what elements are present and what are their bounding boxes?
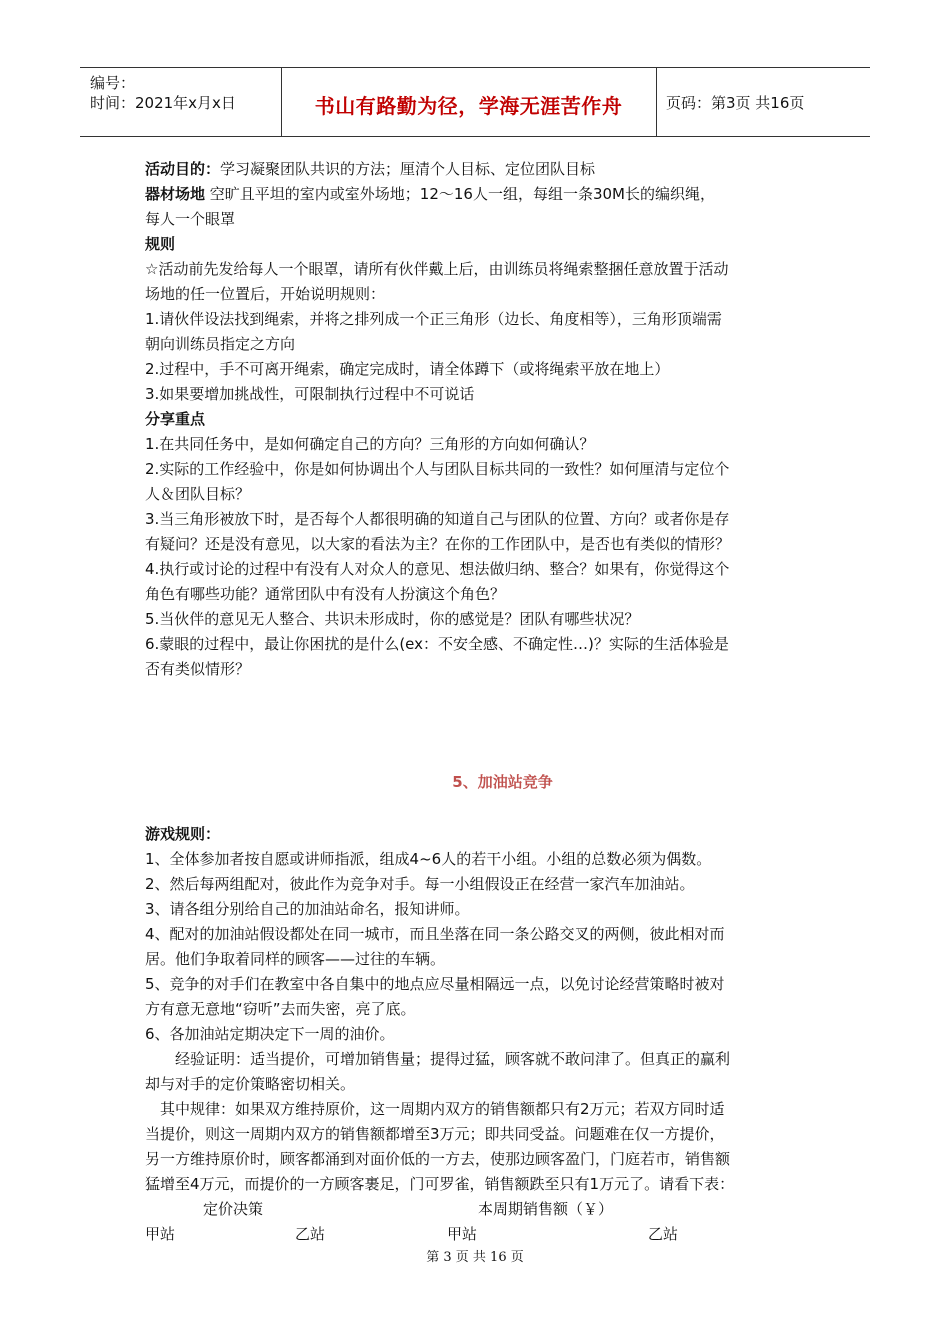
equipment-text: 空旷且平坦的室内或室外场地；12～16人一组，每组一条30M长的编织绳， (205, 185, 715, 203)
game-rule-line: 4、配对的加油站假设都处在同一城市，而且坐落在同一条公路交叉的两侧，彼此相对而 (145, 925, 725, 943)
spacer (145, 795, 805, 822)
experience-line: 却与对手的定价策略密切相关。 (145, 1075, 356, 1093)
game-rule-line: 1、全体参加者按自愿或讲师指派，组成4~6人的若干小组。小组的总数必须为偶数。 (145, 850, 712, 868)
equipment-text-cont: 每人一个眼罩 (145, 210, 236, 228)
header-right-cell (656, 68, 870, 136)
rule-line: 3.如果要增加挑战性，可限制执行过程中不可说话 (145, 385, 475, 403)
share-line: 3.当三角形被放下时，是否每个人都很明确的知道自己与团队的位置、方向？或者你是存 (145, 510, 730, 528)
rule-line: ☆活动前先发给每人一个眼罩，请所有伙伴戴上后，由训练员将绳索整捆任意放置于活动 (145, 260, 729, 278)
law-line: 其中规律：如果双方维持原价，这一周期内双方的销售额都只有2万元；若双方同时适 (160, 1100, 725, 1118)
rule-line: 场地的任一位置后，开始说明规则： (145, 285, 386, 303)
table-col: 甲站 (145, 1225, 176, 1243)
experience-line: 经验证明：适当提价，可增加销售量；提得过猛，顾客就不敢问津了。但真正的赢利 (175, 1050, 731, 1068)
equipment-label: 器材场地 (145, 185, 206, 203)
header-motto: 书山有路勤为径，学海无涯苦作舟 (314, 94, 623, 118)
spacer (145, 682, 805, 770)
share-line: 4.执行或讨论的过程中有没有人对众人的意见、想法做归纳、整合？如果有，你觉得这个 (145, 560, 730, 578)
law-line: 另一方维持原价时，顾客都涌到对面价低的一方去，使那边顾客盈门，门庭若市，销售额 (145, 1150, 731, 1168)
header-middle-cell (281, 68, 657, 136)
game-rule-line: 6、各加油站定期决定下一周的油价。 (145, 1025, 395, 1043)
rule-line: 2.过程中，手不可离开绳索，确定完成时，请全体蹲下（或将绳索平放在地上） (145, 360, 670, 378)
law-line: 当提价，则这一周期内双方的销售额都增至3万元；即共同受益。问题难在仅一方提价， (145, 1125, 725, 1143)
table-head-pricing: 定价决策 (203, 1200, 264, 1218)
game-rule-line: 5、竞争的对手们在教室中各自集中的地点应尽量相隔远一点，以免讨论经营策略时被对 (145, 975, 725, 993)
doc-date: 时间：2021年x月x日 (90, 94, 236, 112)
table-col: 甲站 (447, 1225, 478, 1243)
law-line: 猛增至4万元，而提价的一方顾客裹足，门可罗雀，销售额跌至只有1万元了。请看下表： (145, 1175, 735, 1193)
game-rules-heading: 游戏规则： (145, 825, 221, 843)
share-line: 6.蒙眼的过程中，最让你困扰的是什么(ex：不安全感、不确定性…)？实际的生活体验是 (145, 635, 729, 653)
header-page-code: 页码：第3页 共16页 (666, 94, 805, 112)
page-footer: 第 3 页 共 16 页 (426, 1250, 524, 1265)
table-subheader-row (145, 1222, 805, 1247)
activity-equipment (145, 182, 805, 207)
document-body (145, 157, 805, 1247)
game-rule-line: 3、请各组分别给自己的加油站命名，报知讲师。 (145, 900, 470, 918)
share-line: 否有类似情形？ (145, 660, 251, 678)
table-col: 乙站 (648, 1225, 679, 1243)
share-line: 人＆团队目标？ (145, 485, 251, 503)
rules-heading: 规则 (145, 235, 176, 253)
activity-purpose (145, 157, 805, 182)
doc-number-label: 编号： (90, 74, 136, 92)
share-line: 2.实际的工作经验中，你是如何协调出个人与团队目标共同的一致性？如何厘清与定位个 (145, 460, 730, 478)
rule-line: 1.请伙伴设法找到绳索，并将之排列成一个正三角形（边长、角度相等），三角形顶端需 (145, 310, 722, 328)
share-line: 有疑问？还是没有意见，以大家的看法为主？在你的工作团队中，是否也有类似的情形？ (145, 535, 731, 553)
share-heading: 分享重点 (145, 410, 206, 428)
game-rule-line: 2、然后每两组配对，彼此作为竞争对手。每一小组假设正在经营一家汽车加油站。 (145, 875, 695, 893)
purpose-label: 活动目的： (145, 160, 221, 178)
table-header-row (145, 1197, 805, 1222)
page-header (80, 67, 870, 137)
table-col: 乙站 (295, 1225, 326, 1243)
table-head-sales: 本周期销售额（￥） (478, 1200, 614, 1218)
share-line: 1.在共同任务中，是如何确定自己的方向？三角形的方向如何确认？ (145, 435, 595, 453)
game-rule-line: 居。他们争取着同样的顾客——过往的车辆。 (145, 950, 446, 968)
share-line: 角色有哪些功能？通常团队中有没有人扮演这个角色？ (145, 585, 506, 603)
purpose-text: 学习凝聚团队共识的方法；厘清个人目标、定位团队目标 (220, 160, 596, 178)
game-rule-line: 方有意无意地“窃听”去而失密，亮了底。 (145, 1000, 416, 1018)
header-left-cell (80, 68, 282, 136)
share-line: 5.当伙伴的意见无人整合、共识未形成时，你的感觉是？团队有哪些状况？ (145, 610, 640, 628)
rule-line: 朝向训练员指定之方向 (145, 335, 296, 353)
section-title: 5、加油站竞争 (452, 773, 553, 791)
